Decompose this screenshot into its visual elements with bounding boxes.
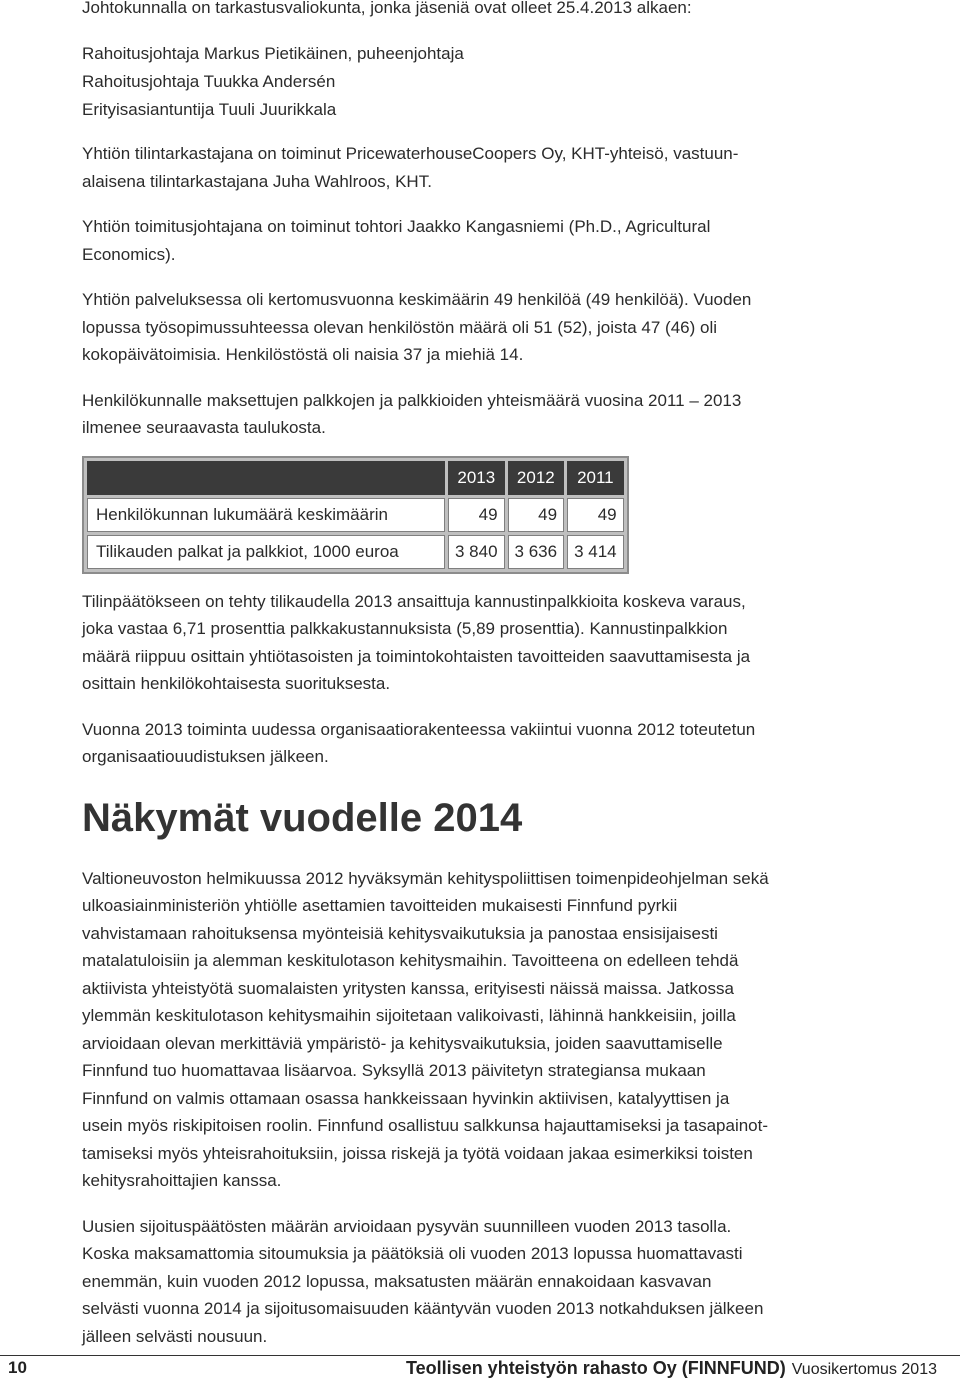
committee-member: Erityisasiantuntija Tuuli Juurikkala: [82, 100, 337, 119]
footer-organization: Teollisen yhteistyön rahasto Oy (FINNFUND): [406, 1358, 786, 1378]
table-cell: 49: [508, 498, 565, 532]
text-line: Koska maksamattomia sitoumuksia ja päätöksiä oli vuoden 2013 lopussa huomattavasti: [82, 1244, 743, 1263]
text-line: ulkoasiainministeriön yhtiölle asettamien tavoitteiden mukaisesti Finnfund pyrkii: [82, 896, 678, 915]
committee-list: [82, 40, 882, 124]
table-cell: 3 414: [567, 535, 624, 569]
table-cell: 49: [567, 498, 624, 532]
table-cell: 49: [448, 498, 505, 532]
text-line: ilmenee seuraavasta taulukosta.: [82, 418, 326, 437]
personnel-paragraph: [82, 286, 882, 369]
footer-title: [406, 1358, 937, 1379]
text-line: Yhtiön tilintarkastajana on toiminut PricewaterhouseCoopers Oy, KHT-yhteisö, vastuun-: [82, 144, 739, 163]
committee-member: Rahoitusjohtaja Markus Pietikäinen, puheenjohtaja: [82, 44, 464, 63]
footer-divider: [0, 1355, 960, 1356]
text-line: matalatuloisiin ja alemman keskitulotason kehitysmaihin. Tavoitteena on edelleen tehdä: [82, 951, 739, 970]
table-cell: 3 636: [508, 535, 565, 569]
text-line: alaisena tilintarkastajana Juha Wahlroos, KHT.: [82, 171, 432, 191]
text-line: Finnfund tuo huomattavaa lisäarvoa. Syksyllä 2013 päivitetyn strategiansa mukaan: [82, 1061, 706, 1080]
text-line: Finnfund on valmis ottamaan osassa hankkeissaan hyvinkin aktiivisen, katalyyttisen ja: [82, 1088, 730, 1108]
text-line: vahvistamaan rahoituksensa myönteisiä kehitysvaikutuksia ja panostaa ensisijaisesti: [82, 923, 718, 943]
text-line: enemmän, kuin vuoden 2012 lopussa, maksatusten määrän ennakoidaan kasvavan: [82, 1271, 712, 1291]
text-line: organisaatiouudistuksen jälkeen.: [82, 747, 329, 766]
investment-outlook-paragraph: [82, 1213, 882, 1351]
text-line: Economics).: [82, 244, 176, 264]
outlook-paragraph: [82, 865, 882, 1195]
footer-report: Vuosikertomus 2013: [791, 1361, 937, 1378]
text-line: aktiivista yhteistyötä suomalaisten yritysten kanssa, erityisesti näissä maissa. Jatkossa: [82, 978, 734, 998]
text-line: ylemmän keskitulotason kehitysmaihin sijoitetaan valikoivasti, lähinnä hankkeisiin, joilla: [82, 1006, 736, 1025]
table-header-empty: [87, 461, 445, 495]
text-line: määrä riippuu osittain yhtiötasoisten ja toimintokohtaisten tavoitteiden saavuttamisesta ja: [82, 646, 751, 666]
text-line: Henkilökunnalle maksettujen palkkojen ja palkkioiden yhteismäärä vuosina 2011 – 2013: [82, 390, 742, 410]
text-line: lopussa työsopimussuhteessa olevan henkilöstön määrä oli 51 (52), joista 47 (46) oli: [82, 317, 718, 337]
page-body: [82, 0, 882, 1350]
text-line: usein myös riskipitoisen roolin. Finnfund osallistuu salkkunsa hajauttamiseksi ja tasapainot-: [82, 1116, 769, 1135]
intro-line: Johtokunnalla on tarkastusvaliokunta, jonka jäseniä ovat olleet 25.4.2013 alkaen:: [82, 0, 692, 17]
table-header-cell: 2012: [508, 461, 565, 495]
text-line: joka vastaa 6,71 prosenttia palkkakustannuksista (5,89 prosenttia). Kannustinpalkkion: [82, 619, 728, 638]
text-line: tamiseksi myös yhteisrahoituksiin, joissa riskejä ja työtä voidaan jakaa esimerkiksi toisten: [82, 1143, 753, 1163]
text-line: kokopäivätoimisia. Henkilöstöstä oli naisia 37 ja miehiä 14.: [82, 345, 524, 364]
table-row: [87, 498, 624, 532]
table-header-cell: 2011: [567, 461, 624, 495]
ceo-paragraph: [82, 213, 882, 268]
text-line: Tilinpäätökseen on tehty tilikaudella 2013 ansaittuja kannustinpalkkioita koskeva varaus,: [82, 591, 746, 611]
text-line: osittain henkilökohtaisesta suorituksesta.: [82, 674, 391, 693]
incentive-paragraph: [82, 588, 882, 698]
text-line: Vuonna 2013 toiminta uudessa organisaatiorakenteessa vakiintui vuonna 2012 toteutetun: [82, 719, 756, 739]
table-header-row: [87, 461, 624, 495]
committee-member: Rahoitusjohtaja Tuukka Andersén: [82, 72, 336, 91]
text-line: Yhtiön palveluksessa oli kertomusvuonna keskimäärin 49 henkilöä (49 henkilöä). Vuoden: [82, 290, 752, 309]
table-header-cell: 2013: [448, 461, 505, 495]
text-line: arvioidaan olevan merkittäviä ympäristö- ja kehitysvaikutuksia, joiden saavuttamiselle: [82, 1033, 723, 1053]
table-row: [87, 535, 624, 569]
auditor-paragraph: [82, 140, 882, 195]
section-heading: Näkymät vuodelle 2014: [82, 795, 523, 840]
text-line: Valtioneuvoston helmikuussa 2012 hyväksymän kehityspoliittisen toimenpideohjelman sekä: [82, 868, 769, 888]
text-line: kehitysrahoittajien kanssa.: [82, 1171, 282, 1190]
table-row-label: Henkilökunnan lukumäärä keskimäärin: [87, 498, 445, 532]
page-number: 10: [8, 1358, 27, 1377]
salary-table: [82, 456, 629, 574]
text-line: jälleen selvästi nousuun.: [82, 1326, 268, 1346]
text-line: selvästi vuonna 2014 ja sijoitusomaisuuden kääntyvän vuoden 2013 notkahduksen jälkeen: [82, 1299, 764, 1318]
table-cell: 3 840: [448, 535, 505, 569]
organization-paragraph: [82, 716, 882, 771]
salaries-paragraph: [82, 387, 882, 442]
text-line: Uusien sijoituspäätösten määrän arvioidaan pysyvän suunnilleen vuoden 2013 tasolla.: [82, 1216, 732, 1236]
table-row-label: Tilikauden palkat ja palkkiot, 1000 euroa: [87, 535, 445, 569]
text-line: Yhtiön toimitusjohtajana on toiminut tohtori Jaakko Kangasniemi (Ph.D., Agricultural: [82, 217, 711, 236]
